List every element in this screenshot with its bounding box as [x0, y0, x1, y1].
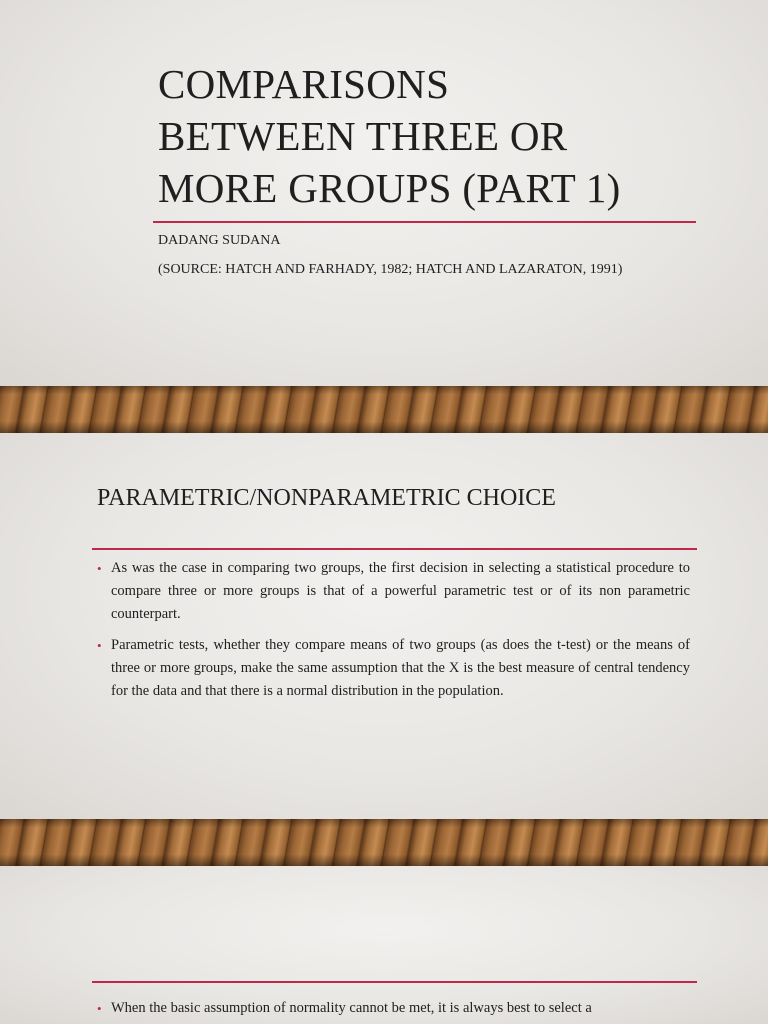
author-line: DADANG SUDANA [158, 233, 281, 248]
content-slide [0, 433, 768, 819]
bullet-icon: • [97, 561, 102, 576]
heading-divider [92, 548, 697, 550]
title-slide [0, 0, 768, 386]
wood-floor-divider [0, 819, 768, 866]
bullet-icon: • [97, 638, 102, 653]
content-slide [0, 866, 768, 1024]
bullet-list [97, 997, 690, 1024]
bullet-text: Parametric tests, whether they compare means of two groups (as does the t-test) or the means of three or more groups, make the same assumption that the X is the best measure of central tendency for the data and that there is a normal distribution in the population. [111, 637, 690, 699]
bullet-text: As was the case in comparing two groups, the first decision in selecting a statistical procedure to compare three or more groups is that of a powerful parametric test or of its non parametric counterpart. [111, 560, 690, 622]
heading-divider [92, 981, 697, 983]
list-item [97, 997, 690, 1020]
source-line: (SOURCE: HATCH AND FARHADY, 1982; HATCH AND LAZARATON, 1991) [158, 262, 623, 277]
wood-floor-divider [0, 386, 768, 433]
list-item [97, 634, 690, 703]
title-divider [153, 221, 696, 223]
bullet-icon: • [97, 1001, 102, 1016]
slide-title: COMPARISONS BETWEEN THREE OR MORE GROUPS (PART 1) [158, 61, 621, 211]
bullet-list [97, 557, 690, 711]
bullet-text: When the basic assumption of normality cannot be met, it is always best to select a [111, 1000, 592, 1016]
slide-heading: PARAMETRIC/NONPARAMETRIC CHOICE [97, 485, 556, 511]
list-item [97, 557, 690, 626]
